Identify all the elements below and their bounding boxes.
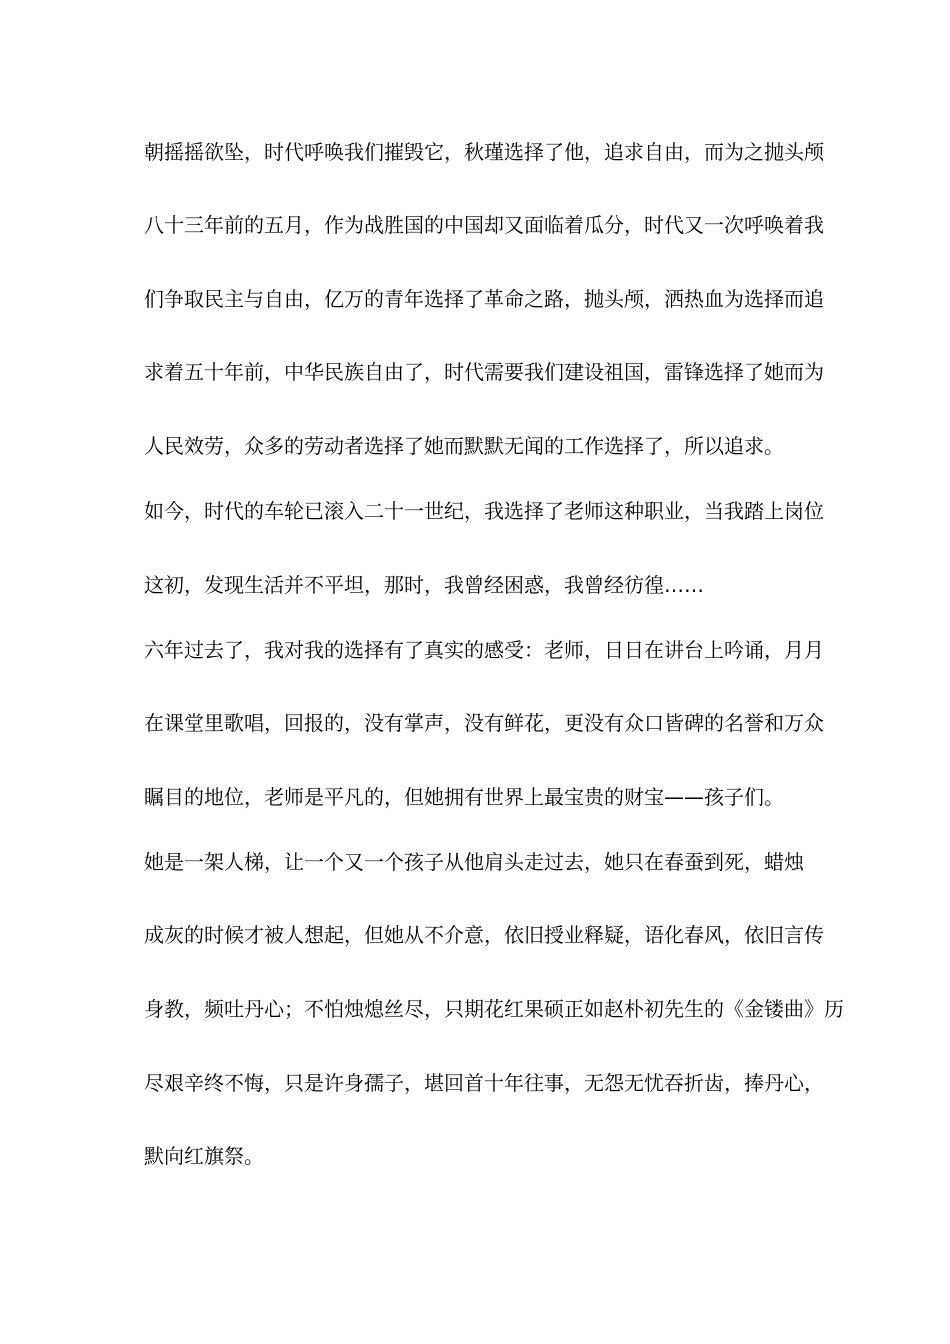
text-line: 们争取民主与自由，亿万的青年选择了革命之路，抛头颅，洒热血为选择而追 bbox=[144, 287, 824, 311]
text-line: 在课堂里歌唱，回报的，没有掌声，没有鲜花，更没有众口皆碑的名誉和万众 bbox=[144, 711, 824, 735]
text-line: 这初，发现生活并不平坦，那时，我曾经困惑，我曾经彷徨…… bbox=[144, 573, 704, 597]
text-line: 瞩目的地位，老师是平凡的，但她拥有世界上最宝贵的财宝——孩子们。 bbox=[144, 785, 784, 809]
text-line: 朝摇摇欲坠，时代呼唤我们摧毁它，秋瑾选择了他，追求自由，而为之抛头颅 bbox=[144, 140, 824, 164]
text-line: 六年过去了，我对我的选择有了真实的感受：老师，日日在讲台上吟诵，月月 bbox=[144, 638, 824, 662]
text-line: 如今，时代的车轮已滚入二十一世纪，我选择了老师这种职业，当我踏上岗位 bbox=[144, 499, 824, 523]
text-line: 身教，频吐丹心；不怕烛熄丝尽，只期花红果硕正如赵朴初先生的《金镂曲》历 bbox=[144, 997, 844, 1021]
text-line: 八十三年前的五月，作为战胜国的中国却又面临着瓜分，时代又一次呼唤着我 bbox=[144, 213, 824, 237]
text-line: 尽艰辛终不悔，只是许身孺子，堪回首十年往事，无怨无忧吞折齿，捧丹心， bbox=[144, 1071, 824, 1095]
text-line: 默向红旗祭。 bbox=[144, 1144, 264, 1168]
text-line: 求着五十年前，中华民族自由了，时代需要我们建设祖国，雷锋选择了她而为 bbox=[144, 360, 824, 384]
text-line: 人民效劳，众多的劳动者选择了她而默默无闻的工作选择了，所以追求。 bbox=[144, 434, 784, 458]
text-line: 成灰的时候才被人想起，但她从不介意，依旧授业释疑，语化春风，依旧言传 bbox=[144, 923, 824, 947]
text-line: 她是一架人梯，让一个又一个孩子从他肩头走过去，她只在春蚕到死，蜡烛 bbox=[144, 850, 804, 874]
